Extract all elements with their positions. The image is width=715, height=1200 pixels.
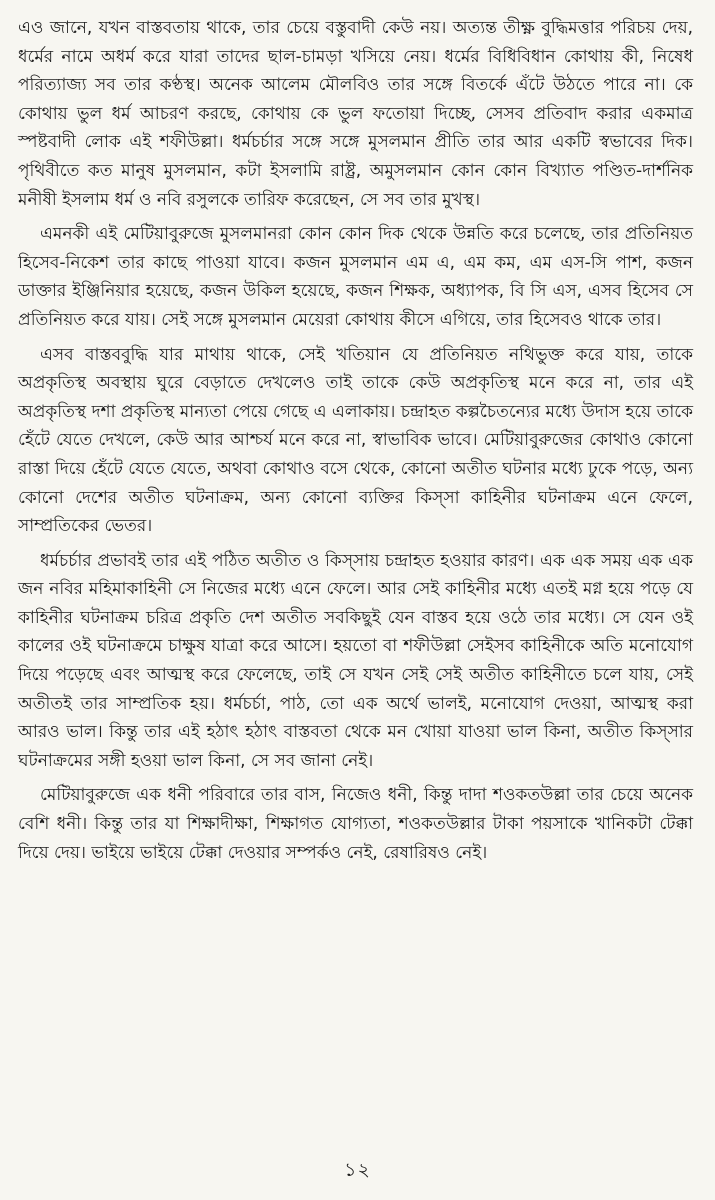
paragraph-2: এমনকী এই মেটিয়াবুরুজে মুসলমানরা কোন কোন দিক থেকে উন্নতি করে চলেছে, তার প্রতিনিয়ত হিসেব-নিকেশ তার কাছে পাওয়া যাবে। কজন মুসলমান এম এ, এম কম, এম এস-সি পাশ, কজন ডাক্তার ইঞ্জিনিয়ার হয়েছে, কজন উকিল হয়েছে, কজন শিক্ষক, অধ্যাপক, বি সি এস, এসব হিসেব সে প্রতিনিয়ত করে যায়। সেই সঙ্গে মুসলমান মেয়েরা কোথায় কীসে এগিয়ে, তার হিসেবও থাকে তার।	[18, 224, 693, 330]
paragraph-1: এও জানে, যখন বাস্তবতায় থাকে, তার চেয়ে বস্তুবাদী কেউ নয়। অত্যন্ত তীক্ষ্ণ বুদ্ধিমত্তার পরিচয় দেয়, ধর্মের নামে অধর্ম করে যারা তাদের ছাল-চামড়া খসিয়ে নেয়। ধর্মের বিধিবিধান কোথায় কী, নিষেধ পরিত্যাজ্য সব তার কণ্ঠস্থ। অনেক আলেম মৌলবিও তার সঙ্গে বিতর্কে এঁটে উঠতে পারে না। কে কোথায় ভুল ধর্ম আচরণ করছে, কোথায় কে ভুল ফতোয়া দিচ্ছে, সেসব প্রতিবাদ করার একমাত্র স্পষ্টবাদী লোক এই শফীউল্লা। ধর্মচর্চার সঙ্গে সঙ্গে মুসলমান প্রীতি তার আর একটি স্বভাবের দিক। পৃথিবীতে কত মানুষ মুসলমান, কটা ইসলামি রাষ্ট্র, অমুসলমান কোন কোন বিখ্যাত পণ্ডিত-দার্শনিক মনীষী ইসলাম ধর্ম ও নবি রসুলকে তারিফ করেছেন, সে সব তার মুখস্থ।	[18, 18, 693, 210]
paragraph-4: ধর্মচর্চার প্রভাবই তার এই পঠিত অতীত ও কিস্সায় চন্দ্রাহত হওয়ার কারণ। এক এক সময় এক এক জন নবির মহিমাকাহিনী সে নিজের মধ্যে এনে ফেলে। আর সেই কাহিনীর মধ্যে এতই মগ্ন হয়ে পড়ে যে কাহিনীর ঘটনাক্রম চরিত্র প্রকৃতি দেশ অতীত সবকিছুই যেন বাস্তব হয়ে ওঠে তার মধ্যে। সে যেন ওই কালের ওই ঘটনাক্রমে চাক্ষুষ যাত্রা করে আসে। হয়তো বা শফীউল্লা সেইসব কাহিনীকে অতি মনোযোগ দিয়ে পড়েছে এবং আত্মস্থ করে ফেলেছে, তাই সে যখন সেই সেই অতীত কাহিনীতে চলে যায়, সেই অতীতই তার সাম্প্রতিক হয়। ধর্মচর্চা, পাঠ, তো এক অর্থে ভালই, মনোযোগ দেওয়া, আত্মস্থ করা আরও ভাল। কিন্তু তার এই হঠাৎ হঠাৎ বাস্তবতা থেকে মন খোয়া যাওয়া ভাল কিনা, অতীত কিস্সার ঘটনাক্রমের সঙ্গী হওয়া ভাল কিনা, সে সব জানা নেই।	[18, 550, 693, 771]
paragraph-5: মেটিয়াবুরুজে এক ধনী পরিবারে তার বাস, নিজেও ধনী, কিন্তু দাদা শওকতউল্লা তার চেয়ে অনেক বেশি ধনী। কিন্তু তার যা শিক্ষাদীক্ষা, শিক্ষাগত যোগ্যতা, শওকতউল্লার টাকা পয়সাকে খানিকটা টেক্কা দিয়ে দেয়। ভাইয়ে ভাইয়ে টেক্কা দেওয়ার সম্পর্কও নেই, রেষারিষও নেই।	[18, 785, 693, 863]
page-number: ১২	[344, 1159, 371, 1181]
paragraph-3: এসব বাস্তববুদ্ধি যার মাথায় থাকে, সেই খতিয়ান যে প্রতিনিয়ত নথিভুক্ত করে যায়, তাকে অপ্রকৃতিস্থ অবস্থায় ঘুরে বেড়াতে দেখলেও তাই তাকে কেউ অপ্রকৃতিস্থ মনে করে না, তার এই অপ্রকৃতিস্থ দশা প্রকৃতিস্থ মান্যতা পেয়ে গেছে এ এলাকায়। চন্দ্রাহত কল্পচৈতন্যের মধ্যে উদাস হয়ে তাকে হেঁটে যেতে দেখলে, কেউ আর আশ্চর্য মনে করে না, স্বাভাবিক ভাবে। মেটিয়াবুরুজের কোথাও কোনো রাস্তা দিয়ে হেঁটে যেতে যেতে, অথবা কোথাও বসে থেকে, কোনো অতীত ঘটনার মধ্যে ঢুকে পড়ে, অন্য কোনো দেশের অতীত ঘটনাক্রম, অন্য কোনো ব্যক্তির কিস্সা কাহিনীর ঘটনাক্রম এনে ফেলে, সাম্প্রতিকের ভেতর।	[18, 344, 693, 537]
